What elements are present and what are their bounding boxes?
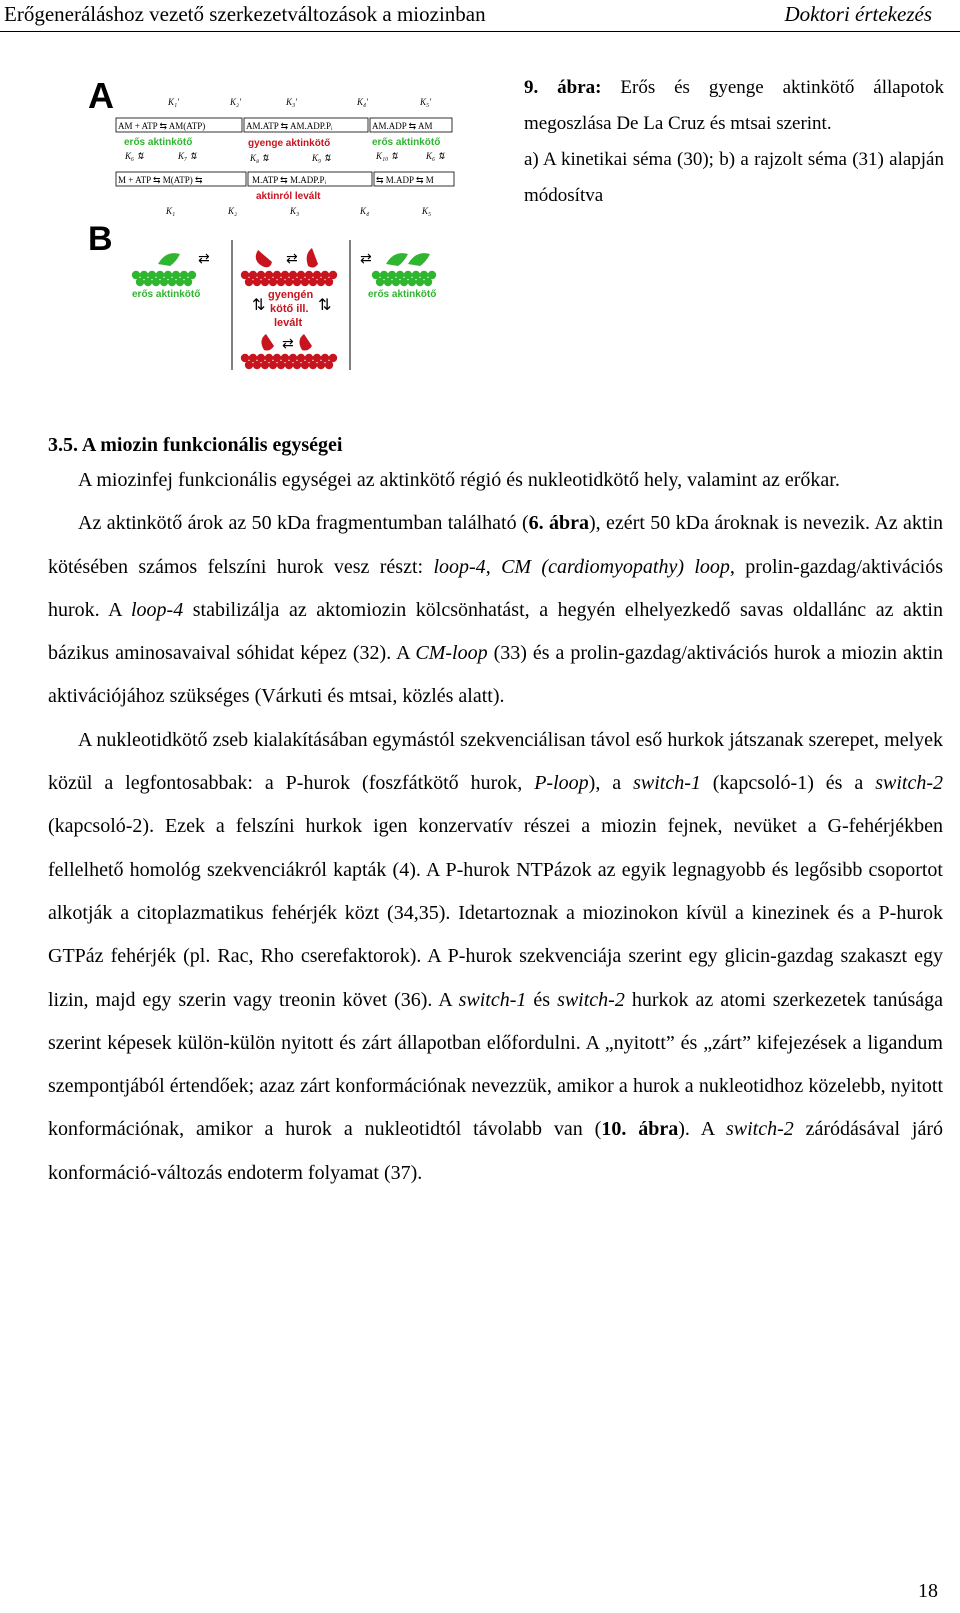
italic-term: switch-2 [557, 988, 625, 1011]
k-label: K₂' [230, 97, 242, 107]
text-run: Az aktinkötő árok az 50 kDa fragmentumban található ( [78, 512, 529, 535]
text-run: stabilizálja az aktomiozin kölcsönhatást, a hegyén elhelyezkedő savas oldallánc az aktin bázikus aminosavaival sóhidat képez (32). A [48, 598, 943, 665]
italic-term: loop-4 [433, 555, 486, 578]
text-run: , prolin-gazdag/aktivációs hurok. A [48, 555, 943, 621]
state-box-text: M.ATP ⇆ M.ADP.Pᵢ [252, 175, 326, 185]
k-label: K₃ [290, 206, 300, 216]
italic-term: switch-1 [458, 988, 527, 1011]
text-run: (kapcsoló-2). Ezek a felszíni hurkok igen konzervatív részei a miozin fejnek, nevüket a G-fehérjékben fellelhető homológ szekvenciákról kapták (4). A P-hurok NTPázok az egyik legnagyobb és legősibb csoportot alkotják a citoplazmatikus fehérjék közt (34,35). Idetartoznak a miozinokon kívül a kinezinek és a P-hurok GTPáz fehérjék (pl. Rac, Rho cserefaktorok). A P-hurok szekvenciája szerint egy glicin-gazdag szakaszt egy lizin, majd egy szerin vagy treonin követ (36). A [48, 815, 943, 1011]
vertical-equilibrium-arrow-icon: ⇅ [318, 297, 332, 314]
weak-binder-label: gyenge aktinkötő [248, 138, 331, 149]
state-box-text: AM + ATP ⇆ AM(ATP) [118, 121, 206, 131]
weak-binder-label-line: kötő ill. [270, 303, 309, 315]
weak-binder-label-line: gyengén [268, 289, 314, 301]
paragraph-3 [48, 719, 943, 1195]
caption-paragraph-1 [524, 70, 944, 142]
k-label: K₃' [286, 97, 298, 107]
strong-binder-label: erős aktinkötő [124, 137, 193, 148]
strong-binder-label: erős aktinkötő [372, 137, 441, 148]
paragraph-2 [48, 502, 943, 718]
state-box-text: AM.ATP ⇆ AM.ADP.Pᵢ [246, 121, 333, 131]
vertical-equilibrium-arrow-icon: ⇅ [252, 297, 266, 314]
state-box-text: AM.ADP ⇆ AM [372, 121, 433, 131]
italic-term: CM (cardiomyopathy) loop [501, 555, 730, 578]
state-box-text: ⇆ M.ADP ⇆ M [376, 175, 434, 185]
italic-term: switch-2 [875, 772, 943, 795]
header-rule [0, 31, 960, 32]
text-run: és [526, 988, 558, 1011]
state-box-text: M + ATP ⇆ M(ATP) ⇆ [118, 175, 203, 185]
k-label: K₇ ⇅ [178, 151, 197, 161]
k-label: K₅ [422, 206, 432, 216]
strong-binding-myosin-right [368, 253, 436, 300]
k-label: K₂ [228, 206, 238, 216]
figure-9 [80, 58, 480, 388]
text-run: ), a [588, 772, 634, 795]
text-run: A miozinfej funkcionális egységei az aktinkötő régió és nukleotidkötő hely, valamint az erőkar. [78, 469, 840, 491]
italic-term: loop-4 [131, 598, 184, 621]
weak-binder-label-line: levált [274, 317, 303, 329]
text-run: A nukleotidkötő zseb kialakításában egymástól szekvenciálisan távol eső hurkok játszanak szerepet, melyek közül a legfontosabbak: a P-hurok (foszfátkötő hurok, [48, 728, 943, 795]
figure-reference: 6. ábra [528, 512, 590, 535]
text-run: záródásával járó konformáció-változás endoterm folyamat (37). [48, 1118, 944, 1184]
italic-term: switch-1 [633, 772, 701, 795]
caption-paragraph-2 [524, 142, 944, 214]
strong-binder-label: erős aktinkötő [132, 289, 201, 300]
text-run: (kapcsoló-1) és a [700, 772, 876, 795]
panel-b-label: B [88, 220, 113, 258]
k-label: K₉ ⇅ [312, 153, 331, 163]
k-label: K₅' [420, 97, 432, 107]
section-heading: 3.5. A miozin funkcionális egységei [48, 434, 343, 456]
equilibrium-arrow-icon: ⇄ [360, 250, 372, 266]
detached-myosin-bottom [241, 334, 337, 369]
text-run: hurkok az atomi szerkezetek tanúsága szerint képesek külön-külön nyitott és zárt állapotban előfordulni. A „nyitott” és „zárt” kifejezések a ligandum szempontjából értendőek; azaz zárt konformációnak nevezzük, amikor a hurok a nukleotidhoz közelebb, nyitott konformációnak, amikor a hurok a nukleotidtól távolabb van ( [48, 988, 943, 1141]
italic-term: switch-2 [725, 1118, 794, 1141]
header-document-type: Doktori értekezés [784, 2, 932, 26]
k-label: K₁₀ ⇅ [376, 151, 399, 161]
detached-label: aktinról levált [256, 191, 321, 202]
caption-figure-number: 9. ábra: [524, 77, 602, 98]
strong-binding-myosin-left [132, 253, 201, 300]
panel-a-label: A [88, 75, 114, 116]
text-run: , [485, 555, 502, 578]
body-text [48, 459, 943, 1195]
k-label: K₈ ⇅ [250, 153, 269, 163]
equilibrium-arrow-icon: ⇄ [282, 335, 294, 351]
page-number: 18 [918, 1580, 938, 1602]
italic-term: CM-loop [415, 642, 488, 665]
paragraph-1 [48, 459, 943, 502]
k-label: K₆ ⇅ [426, 151, 445, 161]
caption-text: a) A kinetikai séma (30); b) a rajzolt séma (31) alapján módosítva [524, 149, 944, 206]
k-label: K₁' [168, 97, 180, 107]
text-run: ). A [678, 1118, 726, 1141]
text-run: ), ezért 50 kDa ároknak is nevezik. Az aktin kötésében számos felszíni hurok vesz részt: [48, 512, 943, 578]
figure-9-diagram [80, 58, 480, 388]
header-title: Erőgeneráláshoz vezető szerkezetváltozások a miozinban [4, 2, 486, 26]
text-run: (33) és a prolin-gazdag/aktivációs hurok a miozin aktin aktivációjához szükséges (Várkuti és mtsai, közlés alatt). [48, 642, 943, 708]
equilibrium-arrow-icon: ⇄ [286, 250, 298, 266]
equilibrium-arrow-icon: ⇄ [198, 250, 210, 266]
caption-text: Erős és gyenge aktinkötő állapotok megoszlása De La Cruz és mtsai szerint. [524, 77, 944, 134]
running-header [0, 0, 960, 30]
figure-caption [524, 70, 944, 214]
weak-binder-label-group [268, 289, 314, 329]
k-label: K₄' [357, 97, 369, 107]
k-label: K₄ [360, 206, 370, 216]
figure-reference: 10. ábra [601, 1118, 679, 1141]
strong-binder-label: erős aktinkötő [368, 289, 437, 300]
k-label: K₁ [166, 206, 176, 216]
italic-term: P-loop [534, 772, 589, 795]
k-label: K₆ ⇅ [125, 151, 144, 161]
